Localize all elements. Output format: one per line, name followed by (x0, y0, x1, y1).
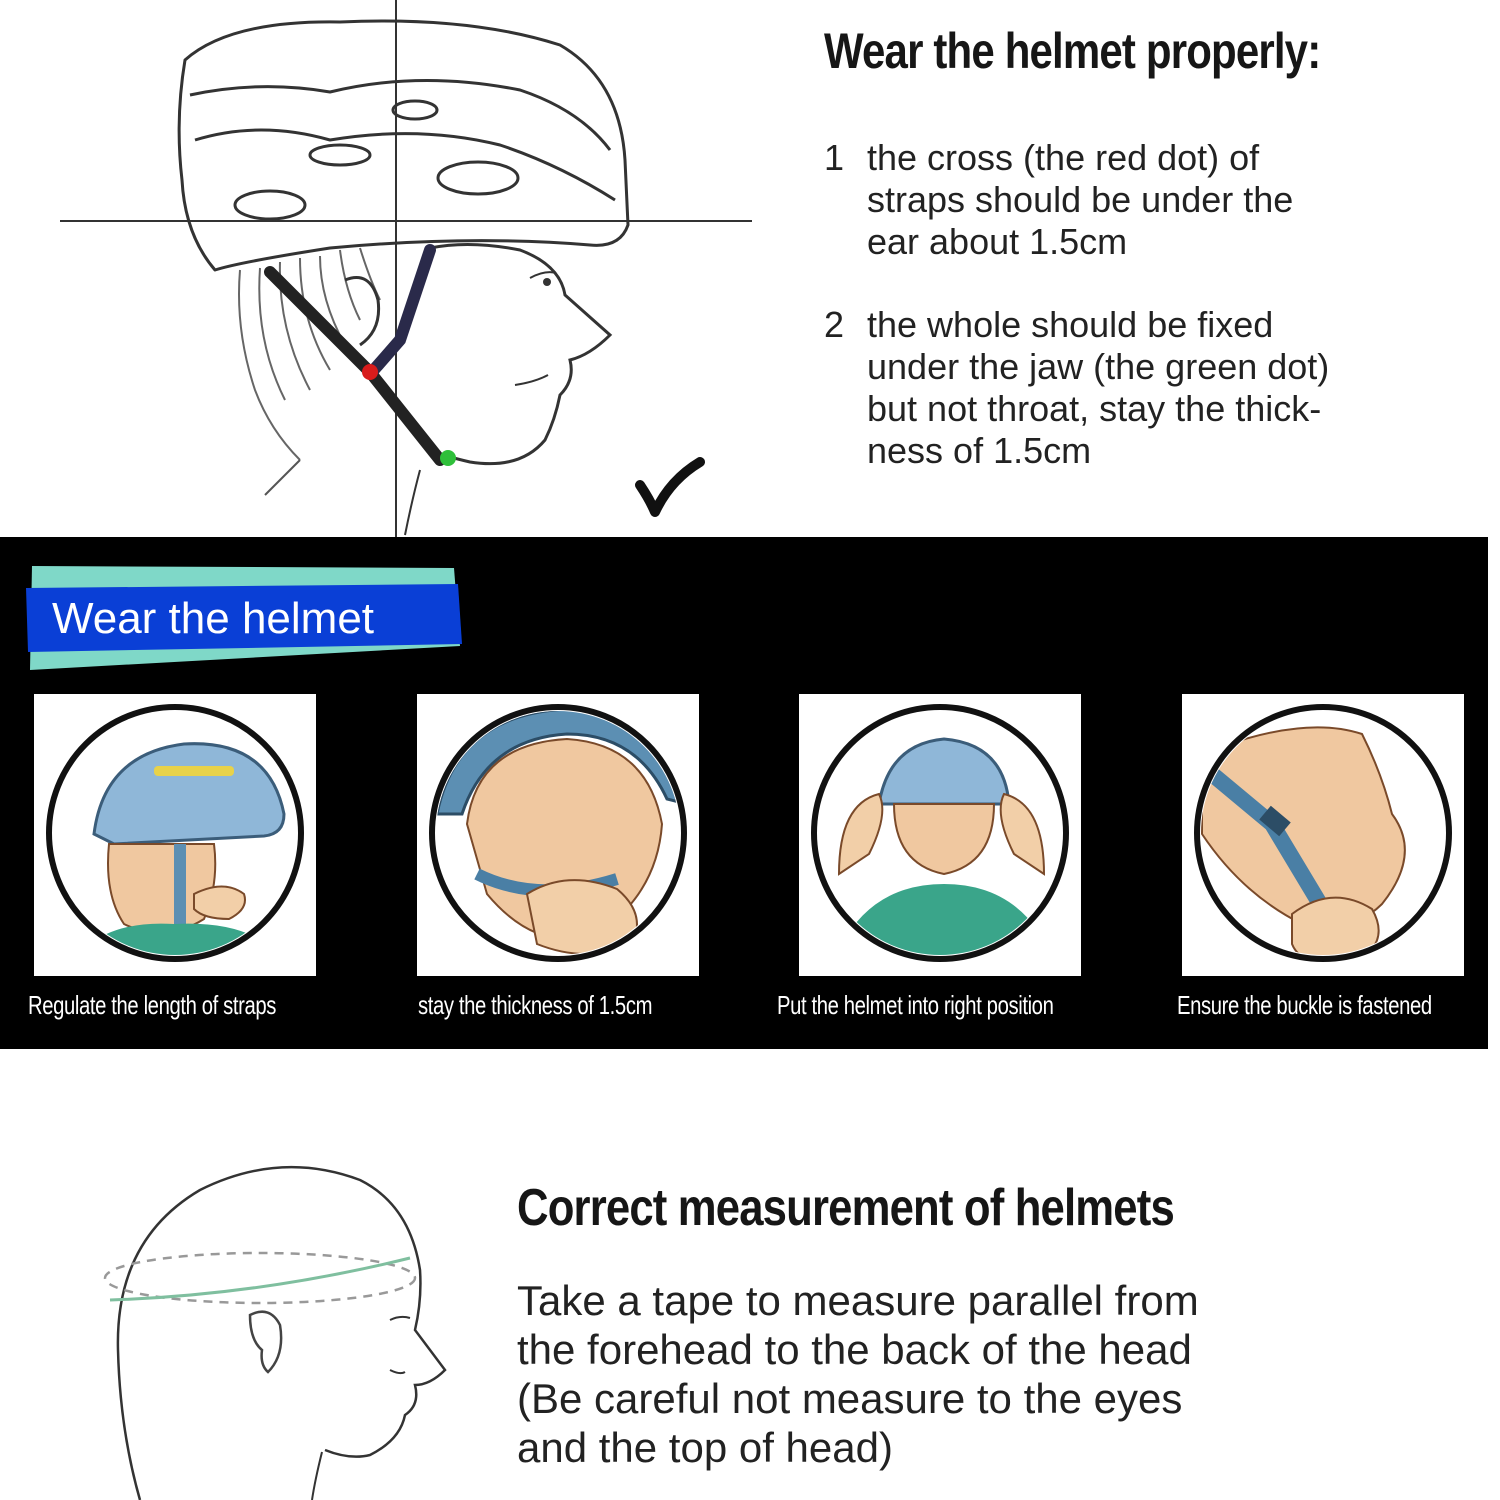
chin-strap-icon (417, 694, 699, 976)
banner-title: Wear the helmet (52, 594, 375, 643)
heading-wear-properly: Wear the helmet properly: (824, 23, 1321, 79)
buckle-icon (1182, 694, 1464, 976)
step-card-buckle (1182, 694, 1464, 976)
caption-buckle: Ensure the buckle is fastened (1177, 990, 1432, 1020)
checkmark-icon (640, 462, 700, 512)
caption-position: Put the helmet into right position (777, 990, 1054, 1020)
step-number: 1 (824, 137, 845, 178)
heading-measurement: Correct measurement of helmets (517, 1179, 1174, 1237)
step-number: 2 (824, 304, 845, 345)
position-helmet-icon (799, 694, 1081, 976)
step-card-regulate (34, 694, 316, 976)
step-card-position (799, 694, 1081, 976)
step-text: the whole should be fixed under the jaw (the green dot) but not throat, stay the thick- ness of 1.5cm (867, 304, 1330, 471)
head-measurement-illustration (100, 1160, 460, 1500)
caption-thickness: stay the thickness of 1.5cm (418, 990, 653, 1020)
step-card-thickness (417, 694, 699, 976)
adjust-strap-icon (34, 694, 316, 976)
caption-regulate: Regulate the length of straps (28, 990, 277, 1020)
measurement-instructions: Take a tape to measure parallel from the forehead to the back of the head (Be careful not measure to the eyes and the top of head) (517, 1277, 1199, 1471)
helmet-wearing-illustration (0, 0, 760, 540)
step-text: the cross (the red dot) of straps should be under the ear about 1.5cm (867, 137, 1294, 262)
